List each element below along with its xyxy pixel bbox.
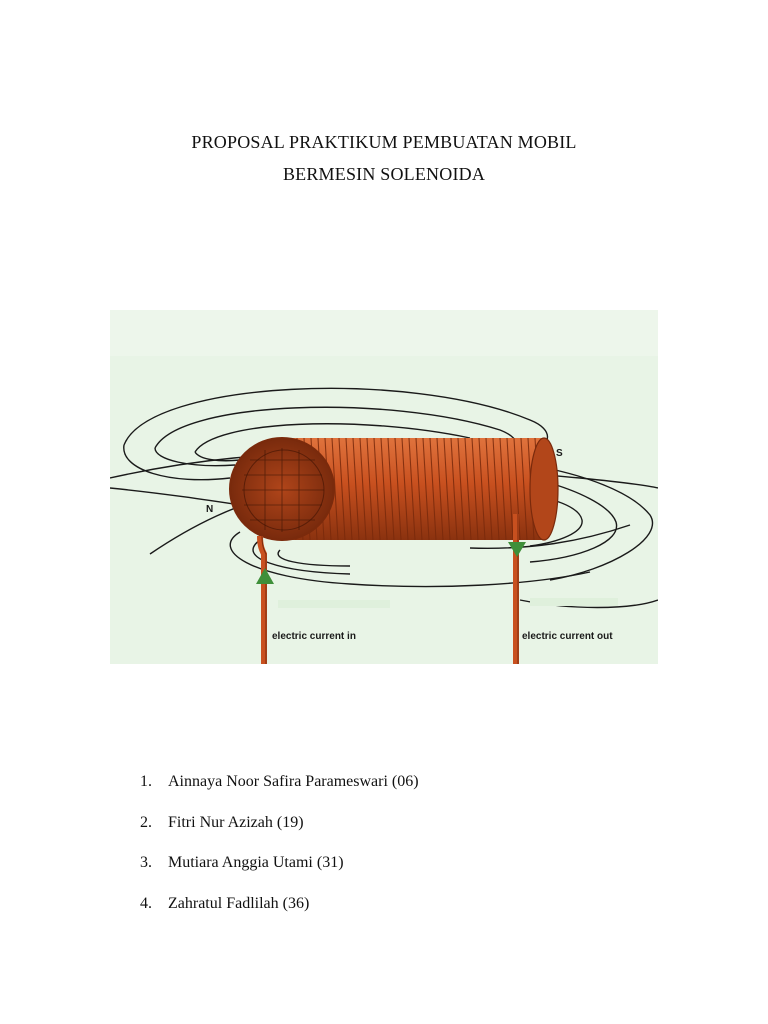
solenoid-coil-diagram-icon xyxy=(110,310,658,664)
list-item-number: 2. xyxy=(140,813,152,831)
current-in-label: electric current in xyxy=(272,631,356,642)
member-name: Zahratul Fadlilah (36) xyxy=(168,894,310,912)
solenoid-coil xyxy=(230,438,558,540)
list-item-number: 1. xyxy=(140,773,152,790)
list-item xyxy=(140,853,419,894)
list-item-number: 4. xyxy=(140,894,152,912)
member-name: Fitri Nur Azizah (19) xyxy=(168,813,304,831)
member-name: Ainnaya Noor Safira Parameswari (06) xyxy=(168,773,419,790)
member-name: Mutiara Anggia Utami (31) xyxy=(168,854,344,871)
pole-north-label: N xyxy=(206,504,214,515)
list-item xyxy=(140,813,419,854)
list-item xyxy=(140,772,419,813)
group-member-list xyxy=(140,772,419,934)
list-item xyxy=(140,894,419,935)
current-out-label: electric current out xyxy=(522,631,613,642)
document-title-line-2: BERMESIN SOLENOIDA xyxy=(282,164,486,184)
document-title-line-1: PROPOSAL PRAKTIKUM PEMBUATAN MOBIL xyxy=(191,132,577,152)
solenoid-figure xyxy=(110,310,658,664)
pole-south-label: S xyxy=(556,448,563,459)
list-item-number: 3. xyxy=(140,854,152,871)
